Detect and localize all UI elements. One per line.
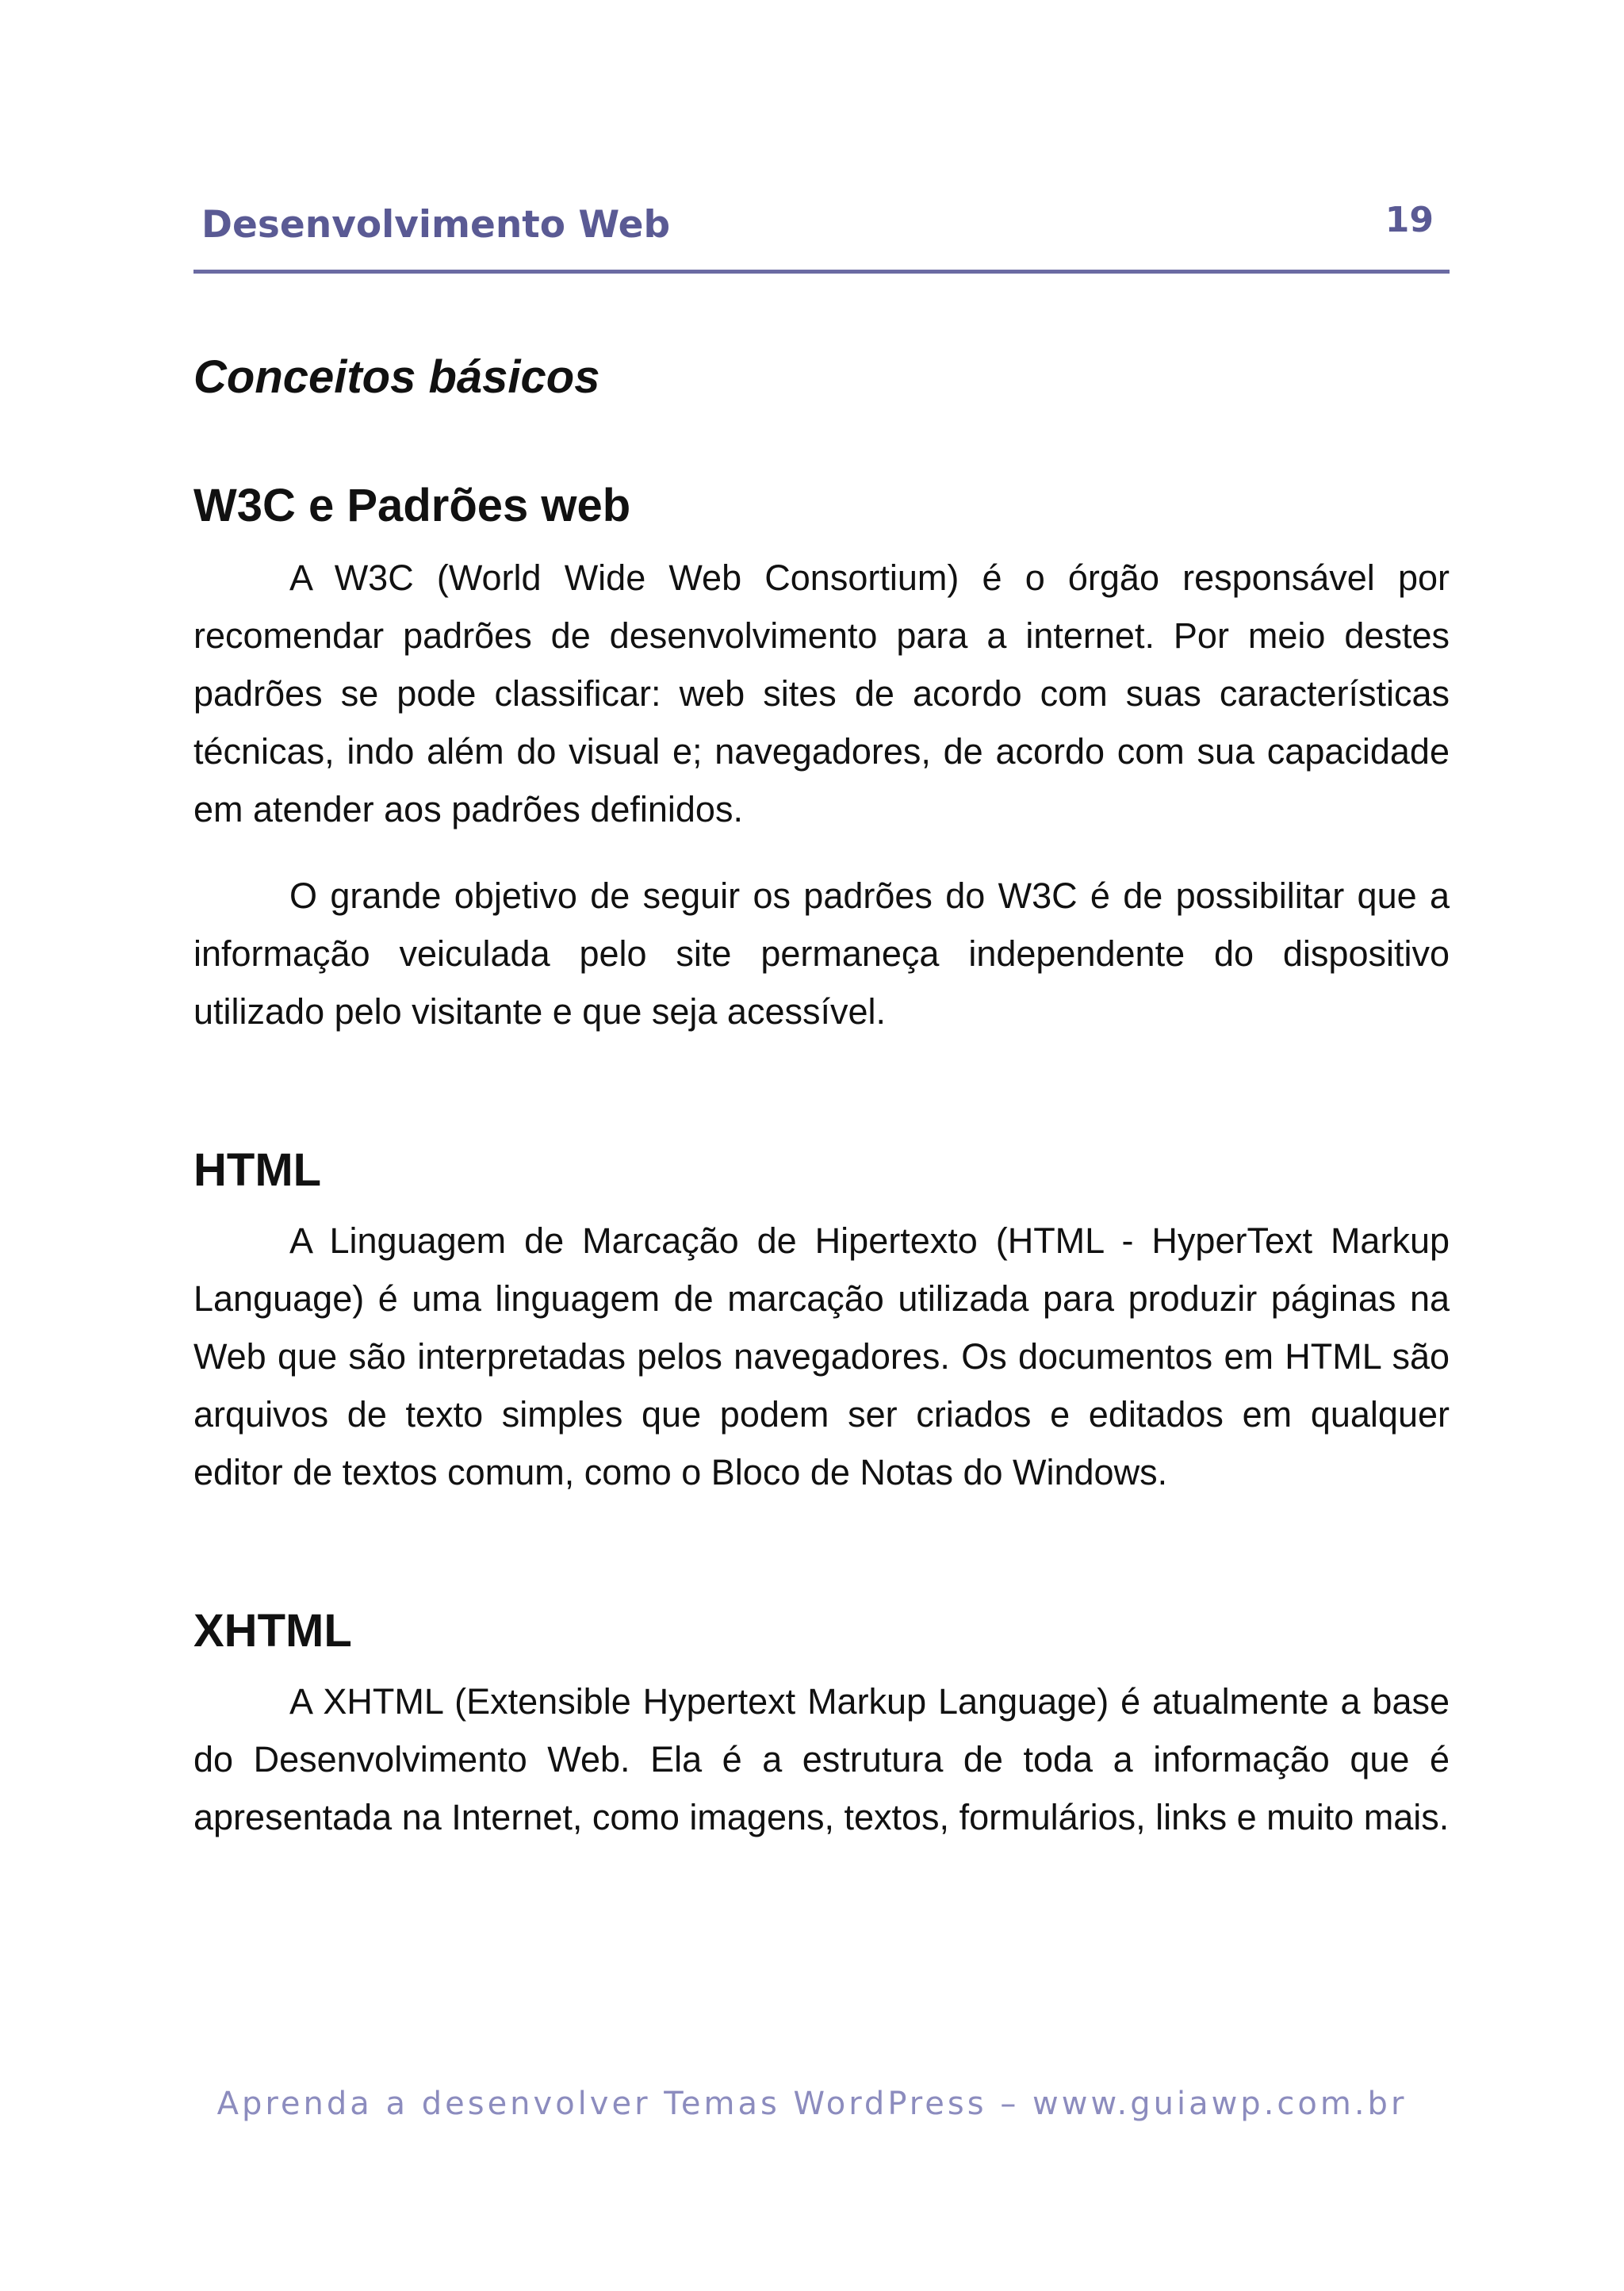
paragraph-xhtml-1: A XHTML (Extensible Hypertext Markup Language) é atualmente a base do Desenvolvimento Web. Ela é a estrutura de toda a informação que é apresentada na Internet, como imagens, textos, formulários, links e muito mais. (193, 1681, 1450, 1837)
paragraph-html-1: A Linguagem de Marcação de Hipertexto (HTML - HyperText Markup Language) é uma linguagem de marcação utilizada para produzir páginas na Web que são interpretadas pelos navegadores. Os documentos em HTML são arquivos de texto simples que podem ser criados e editados em qualquer editor de textos comum, como o Bloco de Notas do Windows. (193, 1220, 1450, 1492)
heading-w3c: W3C e Padrões web (193, 480, 631, 531)
page-header (193, 184, 1450, 278)
section-title: Conceitos básicos (193, 351, 600, 403)
page-number: 19 (1385, 200, 1434, 240)
heading-xhtml: XHTML (193, 1605, 352, 1657)
page-footer: Aprenda a desenvolver Temas WordPress – www.guiawp.com.br (216, 2086, 1408, 2122)
heading-html: HTML (193, 1144, 322, 1196)
paragraph-w3c-1: A W3C (World Wide Web Consortium) é o órgão responsável por recomendar padrões de desenvolvimento para a internet. Por meio destes padrões se pode classificar: web sites de acordo com suas características técnicas, indo além do visual e; navegadores, de acordo com sua capacidade em atender aos padrões definidos. (193, 557, 1450, 829)
header-divider (193, 270, 1450, 274)
paragraph-w3c-2: O grande objetivo de seguir os padrões do W3C é de possibilitar que a informação veiculada pelo site permaneça independente do dispositivo utilizado pelo visitante e que seja acessível. (193, 875, 1450, 1032)
page-content (193, 341, 1450, 1846)
header-title: Desenvolvimento Web (201, 203, 671, 247)
